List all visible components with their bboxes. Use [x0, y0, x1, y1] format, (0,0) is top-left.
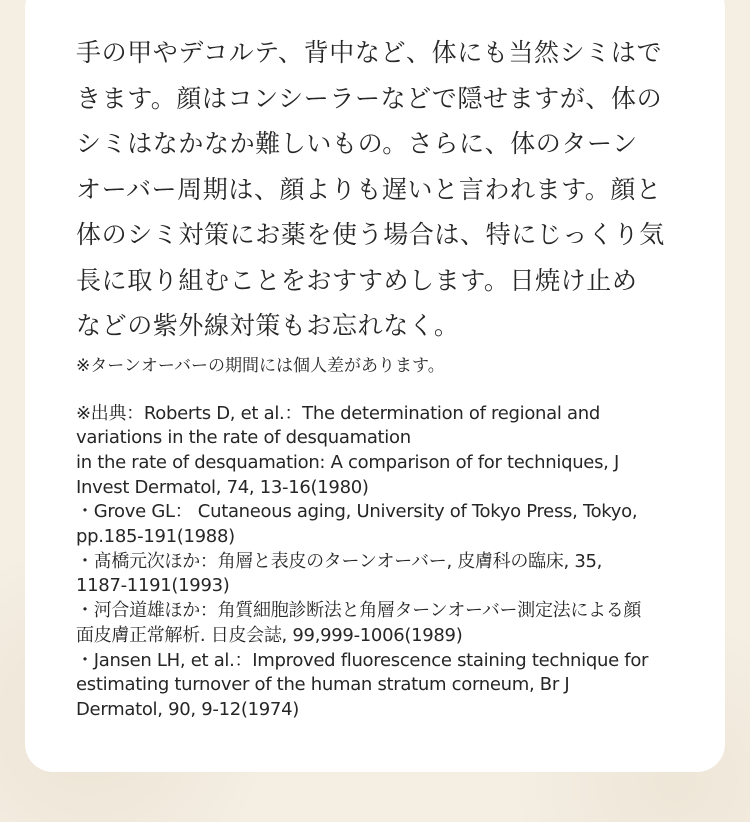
reference-line: variations in the rate of desquamation [76, 427, 411, 449]
content-card [25, 0, 725, 772]
reference-line: ・Jansen LH, et al.：Improved fluorescence staining technique for [76, 649, 649, 671]
reference-line: in the rate of desquamation: A comparison of for techniques, J [76, 451, 620, 473]
reference-line: Dermatol, 90, 9-12(1974) [76, 698, 299, 720]
reference-line: ・髙橋元次ほか：角層と表皮のターンオーバー, 皮膚科の臨床, 35, [76, 550, 603, 572]
individual-difference-note: ※ターンオーバーの期間には個人差があります。 [76, 355, 445, 376]
reference-line: ※出典：Roberts D, et al.：The determination of regional and [76, 402, 600, 424]
reference-line: 1187-1191(1993) [76, 575, 230, 597]
references-list [76, 402, 691, 723]
reference-line: estimating turnover of the human stratum corneum, Br J [76, 674, 570, 696]
reference-line: ・Grove GL： Cutaneous aging, University of Tokyo Press, Tokyo, [76, 501, 638, 523]
reference-line: ・河合道雄ほか：角質細胞診断法と角層ターンオーバー測定法による顔 [76, 600, 642, 622]
body-paragraph: 手の甲やデコルテ、背中など、体にも当然シミはで きます。顔はコンシーラーなどで隠せますが、体の シミはなかなか難しいもの。さらに、体のターン オーバー周期は、顔よりも遅いと言われます。顔と 体のシミ対策にお薬を使う場合は、特にじっくり気 長に取り組むことをおすすめします。日焼け止め などの紫外線対策もお忘れなく。 [76, 38, 665, 340]
reference-line: 面皮膚正常解析. 日皮会誌, 99,999-1006(1989) [76, 624, 463, 646]
reference-line: Invest Dermatol, 74, 13-16(1980) [76, 476, 369, 498]
reference-line: pp.185-191(1988) [76, 526, 235, 548]
